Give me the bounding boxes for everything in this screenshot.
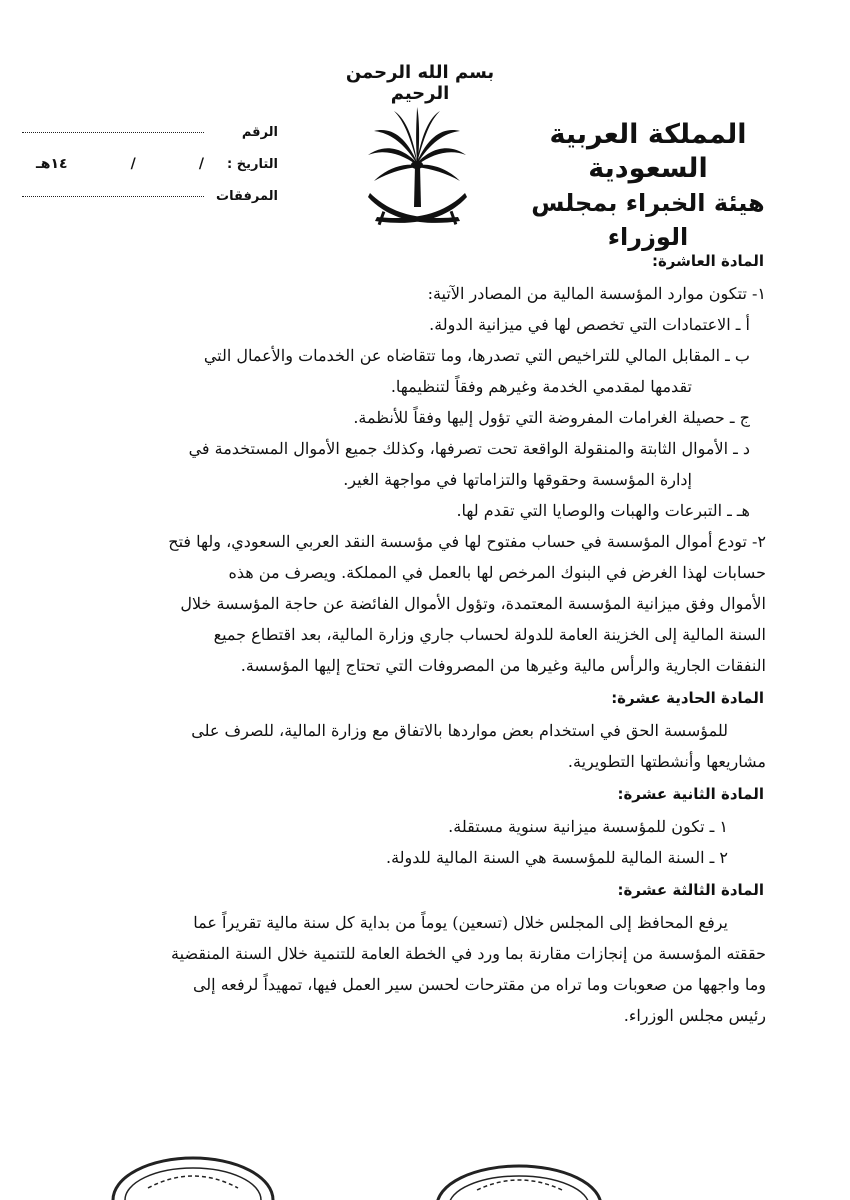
document-body <box>38 244 766 1031</box>
attachments-line <box>22 196 204 197</box>
article-10-e: هـ ـ التبرعات والهبات والوصايا التي تقدم لها. <box>456 501 750 520</box>
article-10-b1: ب ـ المقابل المالي للتراخيص التي تصدرها، وما تتقاضاه عن الخدمات والأعمال التي <box>203 346 750 365</box>
date-row <box>22 148 278 180</box>
article-13-l3: وما واجهها من صعوبات وما تراه من مقترحات لحسن سير العمل فيها، تمهيداً لرفعه إلى <box>192 975 766 994</box>
article-10-d1: د ـ الأموال الثابتة والمنقولة الواقعة تحت تصرفها، وكذلك جميع الأموال المستخدمة في <box>188 439 750 458</box>
article-11-title: المادة الحادية عشرة: <box>611 689 764 707</box>
attachments-row <box>22 180 278 212</box>
date-sep-2: / <box>130 156 136 172</box>
organization-name <box>498 118 798 254</box>
article-10-d2: إدارة المؤسسة وحقوقها والتزاماتها في مواجهة الغير. <box>343 470 692 489</box>
date-suffix: ١٤هـ <box>36 156 68 172</box>
article-10-p1: ١- تتكون موارد المؤسسة المالية من المصادر الآتية: <box>427 284 766 303</box>
basmala: بسم الله الرحمن الرحيم <box>345 62 495 104</box>
right-official-seal-icon <box>432 1162 607 1200</box>
date-label: التاريخ : <box>227 156 278 172</box>
article-12-l1: ١ ـ تكون للمؤسسة ميزانية سنوية مستقلة. <box>448 817 728 836</box>
article-13-title: المادة الثالثة عشرة: <box>617 881 764 899</box>
article-10-c: ج ـ حصيلة الغرامات المفروضة التي تؤول إليها وفقاً للأنظمة. <box>353 408 750 427</box>
attachments-label: المرفقات <box>216 188 278 204</box>
letter-meta <box>22 116 278 212</box>
article-11-l1: للمؤسسة الحق في استخدام بعض مواردها بالاتفاق مع وزارة المالية، للصرف على <box>191 721 728 740</box>
date-sep-1: / <box>198 156 204 172</box>
article-10-a: أ ـ الاعتمادات التي تخصص لها في ميزانية الدولة. <box>429 315 750 334</box>
article-10-p2-4: السنة المالية إلى الخزينة العامة للدولة لحساب جاري وزارة المالية، بعد اقتطاع جميع <box>213 625 766 644</box>
left-official-seal-icon <box>108 1150 278 1200</box>
article-12-l2: ٢ ـ السنة المالية للمؤسسة هي السنة المالية للدولة. <box>386 848 728 867</box>
article-12-title: المادة الثانية عشرة: <box>617 785 764 803</box>
reference-label: الرقم <box>241 124 278 140</box>
article-10-p2-2: حسابات لهذا الغرض في البنوك المرخص لها بالعمل في المملكة. ويصرف من هذه <box>228 563 766 582</box>
article-13-l4: رئيس مجلس الوزراء. <box>623 1006 766 1025</box>
saudi-emblem-icon <box>360 105 475 233</box>
article-10-p2-5: النفقات الجارية والرأس مالية وغيرها من المصروفات التي تحتاج إليها المؤسسة. <box>240 656 766 675</box>
reference-line <box>22 132 204 133</box>
article-10-b2: تقدمها لمقدمي الخدمة وغيرهم وفقاً لتنظيمها. <box>390 377 692 396</box>
article-10-p2-3: الأموال وفق ميزانية المؤسسة المعتمدة، وتؤول الأموال الفائضة عن حاجة المؤسسة خلال <box>180 594 766 613</box>
article-13-l2: حققته المؤسسة من إنجازات مقارنة بما ورد في الخطة العامة للتنمية خلال السنة المنقضية <box>171 944 766 963</box>
article-10-title: المادة العاشرة: <box>651 252 764 270</box>
org-line-2: هيئة الخبراء بمجلس الوزراء <box>531 189 765 251</box>
article-11-l2: مشاريعها وأنشطتها التطويرية. <box>567 752 766 771</box>
article-10-p2-1: ٢- تودع أموال المؤسسة في حساب مفتوح لها في مؤسسة النقد العربي السعودي، ولها فتح <box>168 532 766 551</box>
date-value <box>22 156 210 172</box>
reference-row <box>22 116 278 148</box>
org-line-1: المملكة العربية السعودية <box>549 119 747 184</box>
article-13-l1: يرفع المحافظ إلى المجلس خلال (تسعين) يوماً من بداية كل سنة مالية تقريراً عما <box>193 913 728 932</box>
